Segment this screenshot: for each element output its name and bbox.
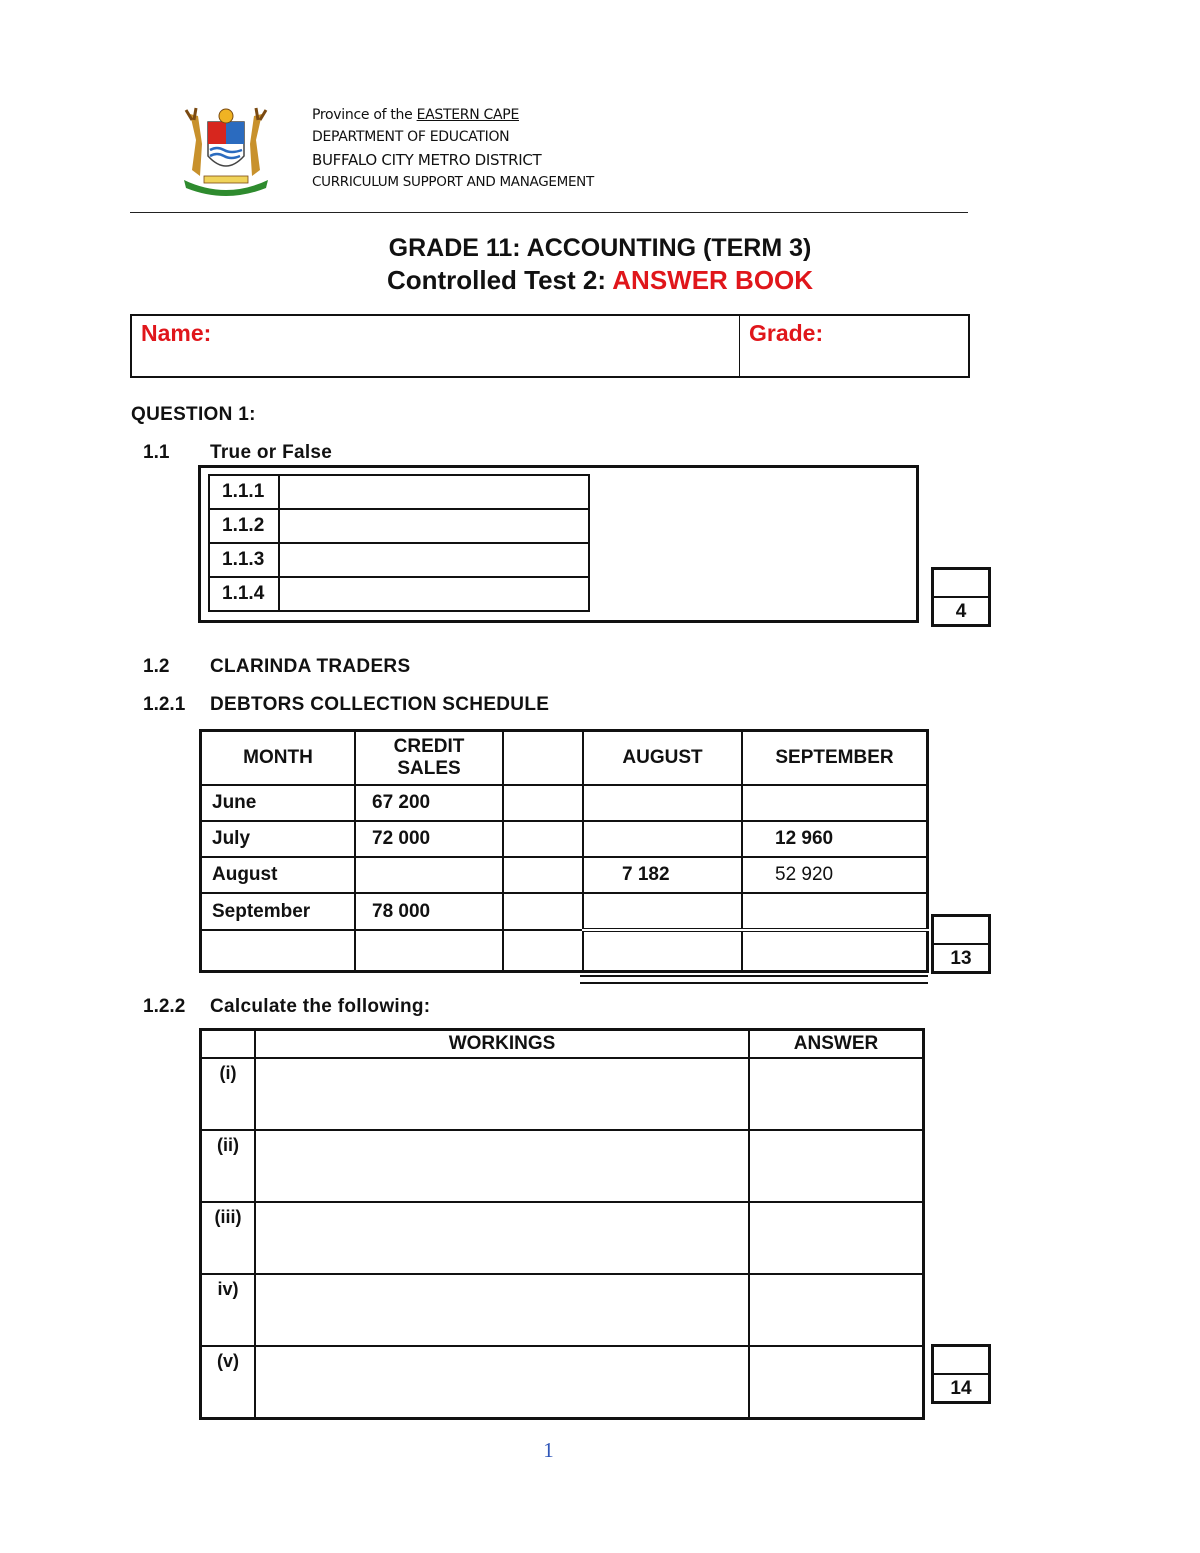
table-row <box>209 577 589 611</box>
table-row <box>201 821 928 857</box>
subtitle-prefix: Controlled Test 2: <box>386 265 613 295</box>
table-header-row <box>201 731 928 786</box>
name-grade-box <box>130 314 970 378</box>
table-header-row <box>201 1030 924 1059</box>
item-number: 1.1.4 <box>209 577 279 611</box>
table-row <box>201 857 928 893</box>
table-row <box>201 893 928 930</box>
row-label: (iii) <box>201 1202 256 1274</box>
item-number: 1.1.2 <box>209 509 279 543</box>
answer-cell[interactable] <box>749 1202 924 1274</box>
blank-cell[interactable] <box>503 821 583 857</box>
district-name: BUFFALO CITY METRO DISTRICT <box>312 151 542 169</box>
mark-total: 4 <box>955 601 967 622</box>
september-cell[interactable] <box>742 785 928 821</box>
mark-total: 14 <box>950 1378 972 1399</box>
mark-box <box>931 567 991 627</box>
page-number: 1 <box>543 1438 554 1462</box>
coat-of-arms-logo <box>170 100 282 196</box>
grade-label: Grade: <box>749 320 824 346</box>
column-header-blank <box>201 1030 256 1059</box>
double-underline <box>580 975 928 984</box>
province-prefix: Province of the <box>312 107 417 123</box>
workings-cell[interactable] <box>255 1202 749 1274</box>
table-row <box>209 509 589 543</box>
workings-table <box>199 1028 925 1420</box>
section-number: 1.1 <box>143 442 170 463</box>
table-row <box>201 1274 924 1346</box>
answer-cell[interactable] <box>279 509 589 543</box>
mark-score-cell <box>934 570 988 598</box>
item-number: 1.1.3 <box>209 543 279 577</box>
month-cell: June <box>201 785 356 821</box>
answer-cell[interactable] <box>279 543 589 577</box>
column-header-august: AUGUST <box>583 731 742 786</box>
section-number: 1.2.2 <box>143 996 186 1017</box>
september-cell[interactable] <box>742 893 928 930</box>
total-cell <box>355 930 503 972</box>
item-number: 1.1.1 <box>209 475 279 509</box>
workings-cell[interactable] <box>255 1058 749 1130</box>
mark-total: 13 <box>950 948 972 969</box>
page-subtitle <box>0 265 1200 296</box>
month-cell: August <box>201 857 356 893</box>
name-label: Name: <box>141 320 212 346</box>
table-row <box>201 1058 924 1130</box>
credit-sales-cell: 67 200 <box>355 785 503 821</box>
mark-box <box>931 914 991 974</box>
answer-cell[interactable] <box>279 475 589 509</box>
workings-cell[interactable] <box>255 1346 749 1419</box>
column-header-blank <box>503 731 583 786</box>
total-september-cell[interactable] <box>742 930 928 972</box>
september-cell: 52 920 <box>742 857 928 893</box>
answer-cell[interactable] <box>749 1346 924 1419</box>
workings-cell[interactable] <box>255 1274 749 1346</box>
table-row <box>209 475 589 509</box>
mark-score-cell <box>934 917 988 945</box>
mark-score-cell <box>934 1347 988 1375</box>
column-header-answer: ANSWER <box>749 1030 924 1059</box>
row-label: iv) <box>201 1274 256 1346</box>
table-row <box>209 543 589 577</box>
row-label: (i) <box>201 1058 256 1130</box>
credit-sales-cell: 72 000 <box>355 821 503 857</box>
province-name: EASTERN CAPE <box>416 107 519 123</box>
table-row <box>201 785 928 821</box>
answer-cell[interactable] <box>279 577 589 611</box>
answer-cell[interactable] <box>749 1058 924 1130</box>
total-row <box>201 930 928 972</box>
section-number: 1.2.1 <box>143 694 186 715</box>
credit-sales-cell[interactable] <box>355 857 503 893</box>
column-header-workings: WORKINGS <box>255 1030 749 1059</box>
mark-box <box>931 1344 991 1404</box>
august-cell[interactable] <box>583 893 742 930</box>
answer-cell[interactable] <box>749 1130 924 1202</box>
answer-cell[interactable] <box>749 1274 924 1346</box>
debtors-collection-table <box>199 729 929 973</box>
total-cell <box>503 930 583 972</box>
name-grade-divider <box>739 316 740 376</box>
september-cell: 12 960 <box>742 821 928 857</box>
row-label: (ii) <box>201 1130 256 1202</box>
answer-book-label: ANSWER BOOK <box>612 265 814 295</box>
page-title: GRADE 11: ACCOUNTING (TERM 3) <box>388 234 812 262</box>
total-august-cell[interactable] <box>583 930 742 972</box>
table-row <box>201 1202 924 1274</box>
section-title: Calculate the following: <box>210 996 431 1017</box>
column-header-september: SEPTEMBER <box>742 731 928 786</box>
credit-sales-cell: 78 000 <box>355 893 503 930</box>
question-heading: QUESTION 1: <box>131 404 256 425</box>
unit-name: CURRICULUM SUPPORT AND MANAGEMENT <box>312 174 594 190</box>
true-false-table <box>208 474 590 612</box>
total-cell <box>201 930 356 972</box>
blank-cell[interactable] <box>503 857 583 893</box>
august-cell[interactable] <box>583 821 742 857</box>
section-title: True or False <box>210 442 333 463</box>
section-title: DEBTORS COLLECTION SCHEDULE <box>210 694 550 715</box>
header-rule <box>130 212 968 213</box>
row-label: (v) <box>201 1346 256 1419</box>
blank-cell[interactable] <box>503 893 583 930</box>
workings-cell[interactable] <box>255 1130 749 1202</box>
table-row <box>201 1346 924 1419</box>
table-row <box>201 1130 924 1202</box>
month-cell: September <box>201 893 356 930</box>
department-name: DEPARTMENT OF EDUCATION <box>312 129 510 145</box>
month-cell: July <box>201 821 356 857</box>
august-cell[interactable] <box>583 785 742 821</box>
august-cell: 7 182 <box>583 857 742 893</box>
province-line <box>312 107 519 123</box>
blank-cell[interactable] <box>503 785 583 821</box>
section-number: 1.2 <box>143 656 170 677</box>
column-header-month: MONTH <box>201 731 356 786</box>
column-header-credit-sales: CREDIT SALES <box>355 731 503 786</box>
section-title: CLARINDA TRADERS <box>210 656 411 677</box>
